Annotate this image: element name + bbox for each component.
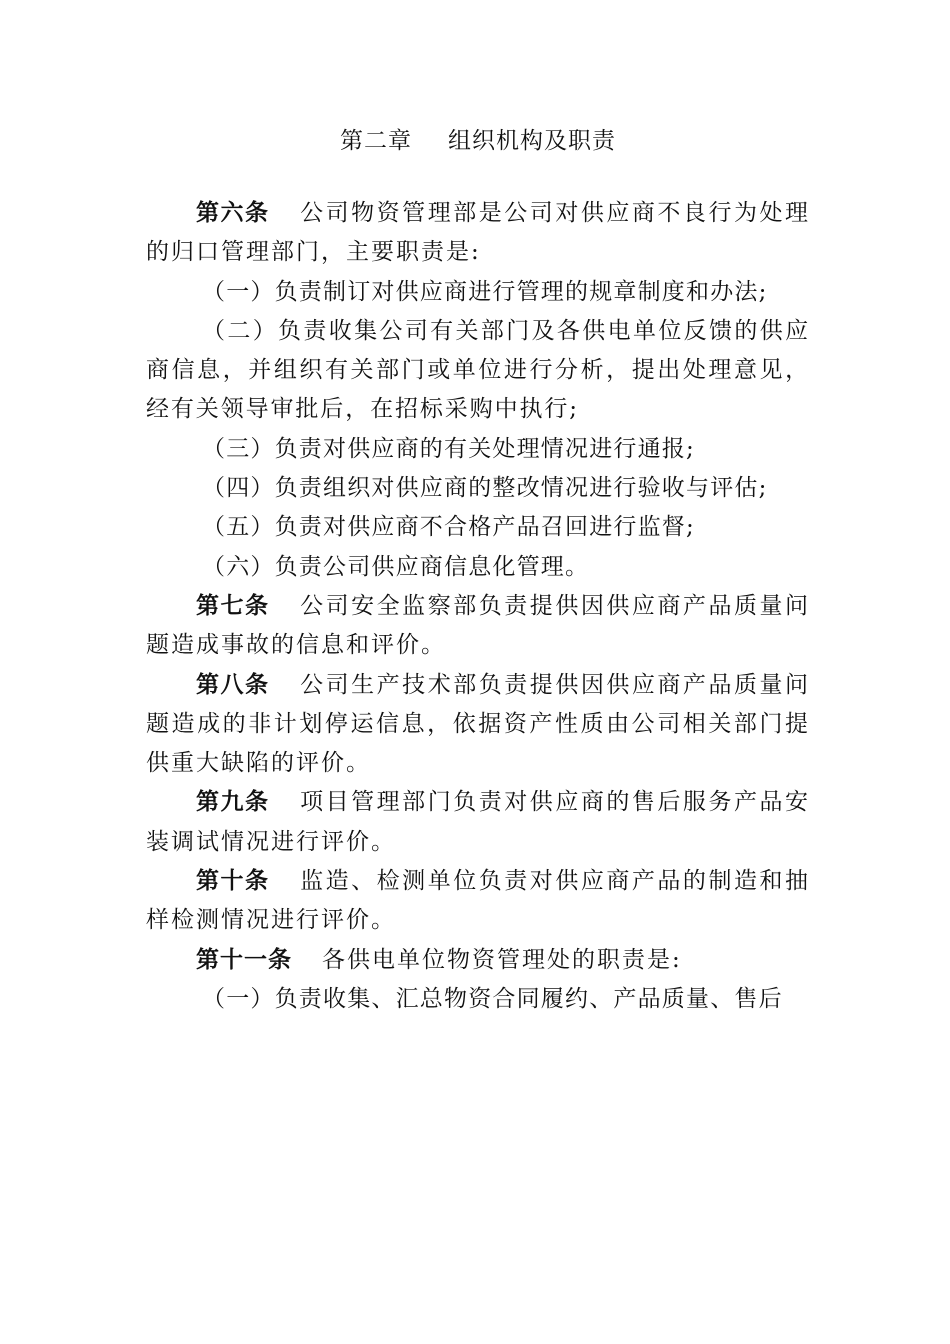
- article-text: 项目管理部门负责对供应商的售后服务产品安装调试情况进行评价。: [146, 789, 811, 855]
- chapter-heading: [146, 118, 810, 164]
- article-6: [146, 194, 810, 273]
- article-number: 第八条: [196, 671, 270, 698]
- chapter-title: 组织机构及职责: [448, 128, 616, 154]
- article-text: 公司物资管理部是公司对供应商不良行为处理的归口管理部门，主要职责是:: [146, 200, 811, 266]
- document-body: [146, 118, 810, 1019]
- article-text: 公司生产技术部负责提供因供应商产品质量问题造成的非计划停运信息，依据资产性质由公司相关部门提供重大缺陷的评价。: [146, 671, 811, 777]
- article-10: [146, 862, 810, 941]
- list-item: （五）负责对供应商不合格产品召回进行监督;: [202, 514, 695, 541]
- article-text: 公司安全监察部负责提供因供应商产品质量问题造成事故的信息和评价。: [146, 592, 811, 659]
- article-number: 第十一条: [196, 946, 292, 973]
- article-number: 第七条: [196, 592, 270, 619]
- list-item: （六）负责公司供应商信息化管理。: [202, 553, 590, 580]
- article-number: 第六条: [196, 200, 270, 226]
- article-7: [146, 587, 810, 666]
- article-text: 各供电单位物资管理处的职责是:: [322, 946, 682, 973]
- list-item: （四）负责组织对供应商的整改情况进行验收与评估;: [202, 475, 768, 502]
- list-item: （一）负责收集、汇总物资合同履约、产品质量、售后: [202, 985, 783, 1012]
- article-8: [146, 666, 810, 784]
- chapter-number: 第二章: [340, 128, 412, 154]
- article-number: 第十条: [196, 868, 270, 895]
- article-text: 监造、检测单位负责对供应商产品的制造和抽样检测情况进行评价。: [146, 868, 811, 934]
- list-item: （二）负责收集公司有关部门及各供电单位反馈的供应商信息，并组织有关部门或单位进行分析，提出处理意见，经有关领导审批后，在招标采购中执行;: [146, 317, 810, 423]
- article-11: [146, 941, 810, 980]
- article-number: 第九条: [196, 789, 270, 816]
- list-item: （三）负责对供应商的有关处理情况进行通报;: [202, 435, 695, 462]
- article-9: [146, 783, 810, 862]
- list-item: （一）负责制订对供应商进行管理的规章制度和办法;: [202, 278, 768, 305]
